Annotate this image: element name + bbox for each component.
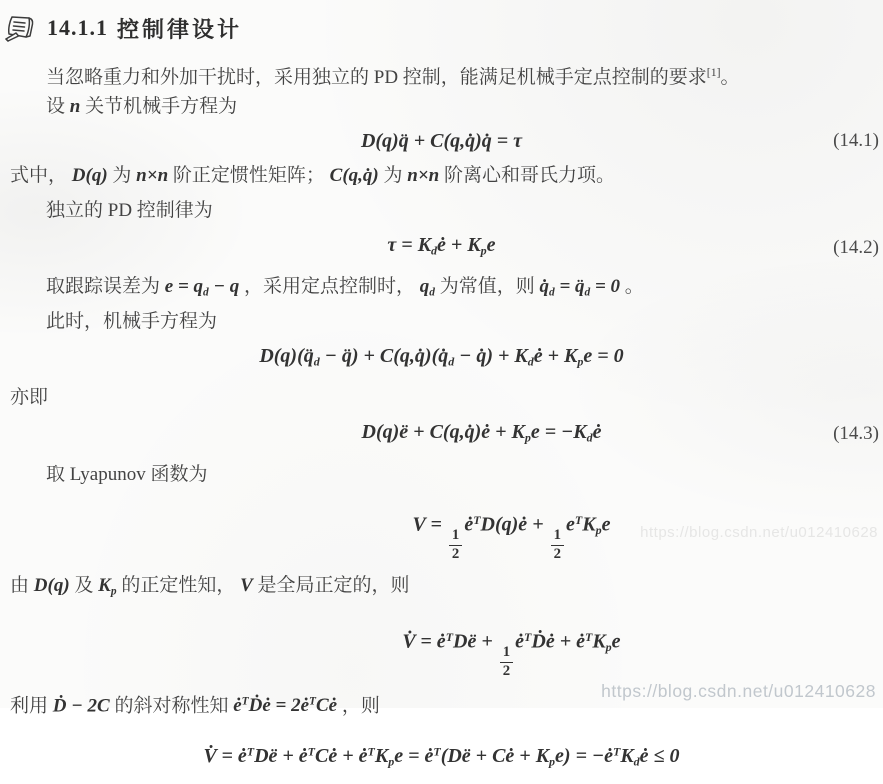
- equation-row-vdot-final: [0, 729, 883, 783]
- paragraph-pd-law-lead: 独立的 PD 控制律为: [46, 200, 213, 222]
- paragraph-positive-definite: 由 D(q) 及 $K_p$ 的正定性知， V 是全局正定的，则: [10, 575, 410, 598]
- section-number: 14.1.1: [47, 15, 108, 40]
- equation-row-closedloop: [0, 341, 883, 377]
- section-heading: [0, 8, 883, 58]
- equation-14-2: $\tau = K_dė + K_pe$: [387, 234, 496, 258]
- equation-number-14-2: (14.2): [833, 236, 879, 258]
- equation-14-3: D(q)ë + C(q,q̇)ė + $K_pe$ = $-K_dė$: [361, 420, 602, 445]
- section-title: 控制律设计: [117, 16, 243, 42]
- paragraph-lyapunov-lead: 取 Lyapunov 函数为: [46, 464, 208, 486]
- equation-row-14-2: [0, 230, 883, 266]
- paragraph-equation-lead: 设 n 关节机械手方程为: [46, 96, 238, 118]
- notebook-pen-icon: [4, 12, 38, 44]
- equation-vdot-final: V̇ = ė$^T$Dë + ė$^T$Cė + $ė^TK_pe$ = ė$^T$(Dë + Cė + $K_pe$) = $-ė^TK_dė \le 0$: [203, 744, 680, 769]
- equation-closedloop: $D(q)(q̈_d$ − q̈) + $C(q,q̇)(q̇_d$ − q̇) + $K_dė + K_pe = 0$: [259, 345, 624, 369]
- paragraph-manipulator-eq-lead: 此时，机械手方程为: [46, 311, 218, 333]
- paragraph-tracking-error: 取跟踪误差为 $e = q_d - q$ ，采用定点控制时， $q_d$ 为常值，则 $q̇_d$ = $q̈_d = 0$ 。: [46, 275, 644, 299]
- equation-vdot: V̇ = ė$^T$Dë + $\frac{1}{2}$ ė$^T$Ḋė + $ė^TK_pe$: [402, 630, 621, 679]
- csdn-watermark-faint: https://blog.csdn.net/u012410628: [640, 524, 878, 541]
- equation-row-vdot: [0, 615, 883, 679]
- paragraph-notation: 式中， D(q) 为 n×n 阶正定惯性矩阵； C(q,q̇) 为 n×n 阶离心和哥氏力项。: [10, 165, 615, 187]
- equation-row-14-3: [0, 417, 883, 453]
- paragraph-intro: 当忽略重力和外加干扰时，采用独立的 PD 控制，能满足机械手定点控制的要求[1]。: [46, 66, 740, 89]
- paragraph-skew-symmetry: 利用 Ḋ − 2C 的斜对称性知 ė$^T$Ḋė = 2ė$^T$Cė ，则: [10, 695, 380, 717]
- paragraph-that-is: 亦即: [10, 386, 49, 408]
- equation-lyapunov-v: V = $\frac{1}{2}$ ė$^T$D(q)ė + $\frac{1}{2}$ $e^TK_pe$: [412, 513, 611, 562]
- equation-row-14-1: [0, 126, 883, 156]
- equation-number-14-3: (14.3): [833, 423, 879, 445]
- equation-number-14-1: (14.1): [833, 130, 879, 152]
- equation-14-1: D(q)q̈ + C(q,q̇)q̇ = τ: [360, 130, 523, 153]
- csdn-watermark: https://blog.csdn.net/u012410628: [601, 681, 876, 701]
